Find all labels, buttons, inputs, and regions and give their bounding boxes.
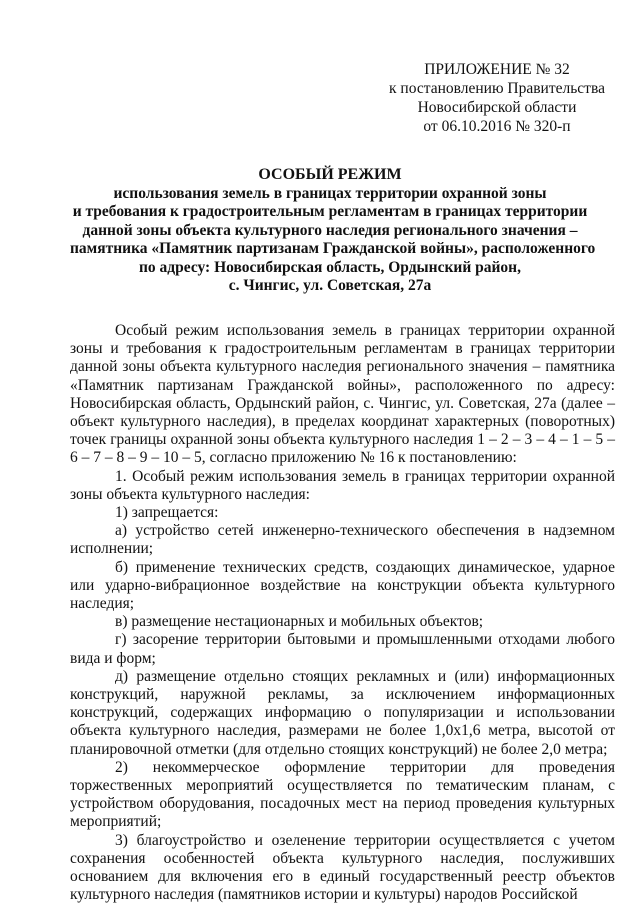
paragraph-item-a: а) устройство сетей инженерно-технического обеспечения в надземном исполнении; [70,522,615,558]
title-line: использования земель в границах территории охранной зоны [113,184,547,202]
paragraph-item-2: 2) некоммерческое оформление территории для проведения торжественных мероприятий осуществляется по тематическим планам, с устройством оборудования, посадочных мест на период проведения культурных мероприятий; [70,758,615,831]
appendix-region: Новосибирской области [417,99,577,116]
paragraph-item-1: 1. Особый режим использования земель в границах территории охранной зоны объекта культурного наследия: [70,467,615,503]
title-line: данной зоны объекта культурного наследия регионального значения – [82,221,578,239]
appendix-date: от 06.10.2016 № 320-п [423,118,571,135]
paragraph-item-g: г) засорение территории бытовыми и промышленными отходами любого вида и форм; [70,631,615,667]
title-line: по адресу: Новосибирская область, Ордынский район, [139,258,521,276]
appendix-header [372,60,622,136]
document-title [70,166,596,296]
title-line: памятника «Памятник партизанам Гражданской войны», расположенного [70,240,596,257]
document-body [70,322,615,905]
intro-paragraph: Особый режим использования земель в границах территории охранной зоны и требования к градостроительным регламентам в границах территории данной зоны объекта культурного наследия регионального значения – памятника «Памятник партизанам Гражданской войны», расположенного по адресу: Новосибирская область, Ордынский район, с. Чингис, ул. Советская, 27а (далее – объект культурного наследия), в пределах координат характерных (поворотных) точек границы охранной зоны объекта культурного наследия 1 – 2 – 3 – 4 – 1 – 5 – 6 – 7 – 8 – 9 – 10 – 5, согласно приложению № 16 к постановлению: [70,322,615,467]
paragraph-item-v: в) размещение нестационарных и мобильных объектов; [115,613,484,631]
appendix-reference: к постановлению Правительства [389,80,605,97]
paragraph-item-1-1: 1) запрещается: [115,504,219,522]
paragraph-item-3: 3) благоустройство и озеленение территории осуществляется с учетом сохранения особенностей объекта культурного наследия, послуживших основанием для включения его в единый государственный реестр объектов культурного наследия (памятников истории и культуры) народов Российской [70,831,615,904]
title-main: ОСОБЫЙ РЕЖИМ [258,166,402,183]
paragraph-item-d: д) размещение отдельно стоящих рекламных и (или) информационных конструкций, наружной рекламы, за исключением информационных конструкций, содержащих информацию о популяризации и использовании объекта культурного наследия, размерами не более 1,0х1,6 метра, высотой от планировочной отметки (для отдельно стоящих конструкций) не более 2,0 метра; [70,667,615,758]
title-line: с. Чингис, ул. Советская, 27а [228,277,432,294]
title-line: и требования к градостроительным регламентам в границах территории [72,203,588,220]
appendix-number: ПРИЛОЖЕНИЕ № 32 [424,61,570,78]
paragraph-item-b: б) применение технических средств, создающих динамическое, ударное или ударно-вибрационное воздействие на конструкции объекта культурного наследия; [70,558,615,613]
